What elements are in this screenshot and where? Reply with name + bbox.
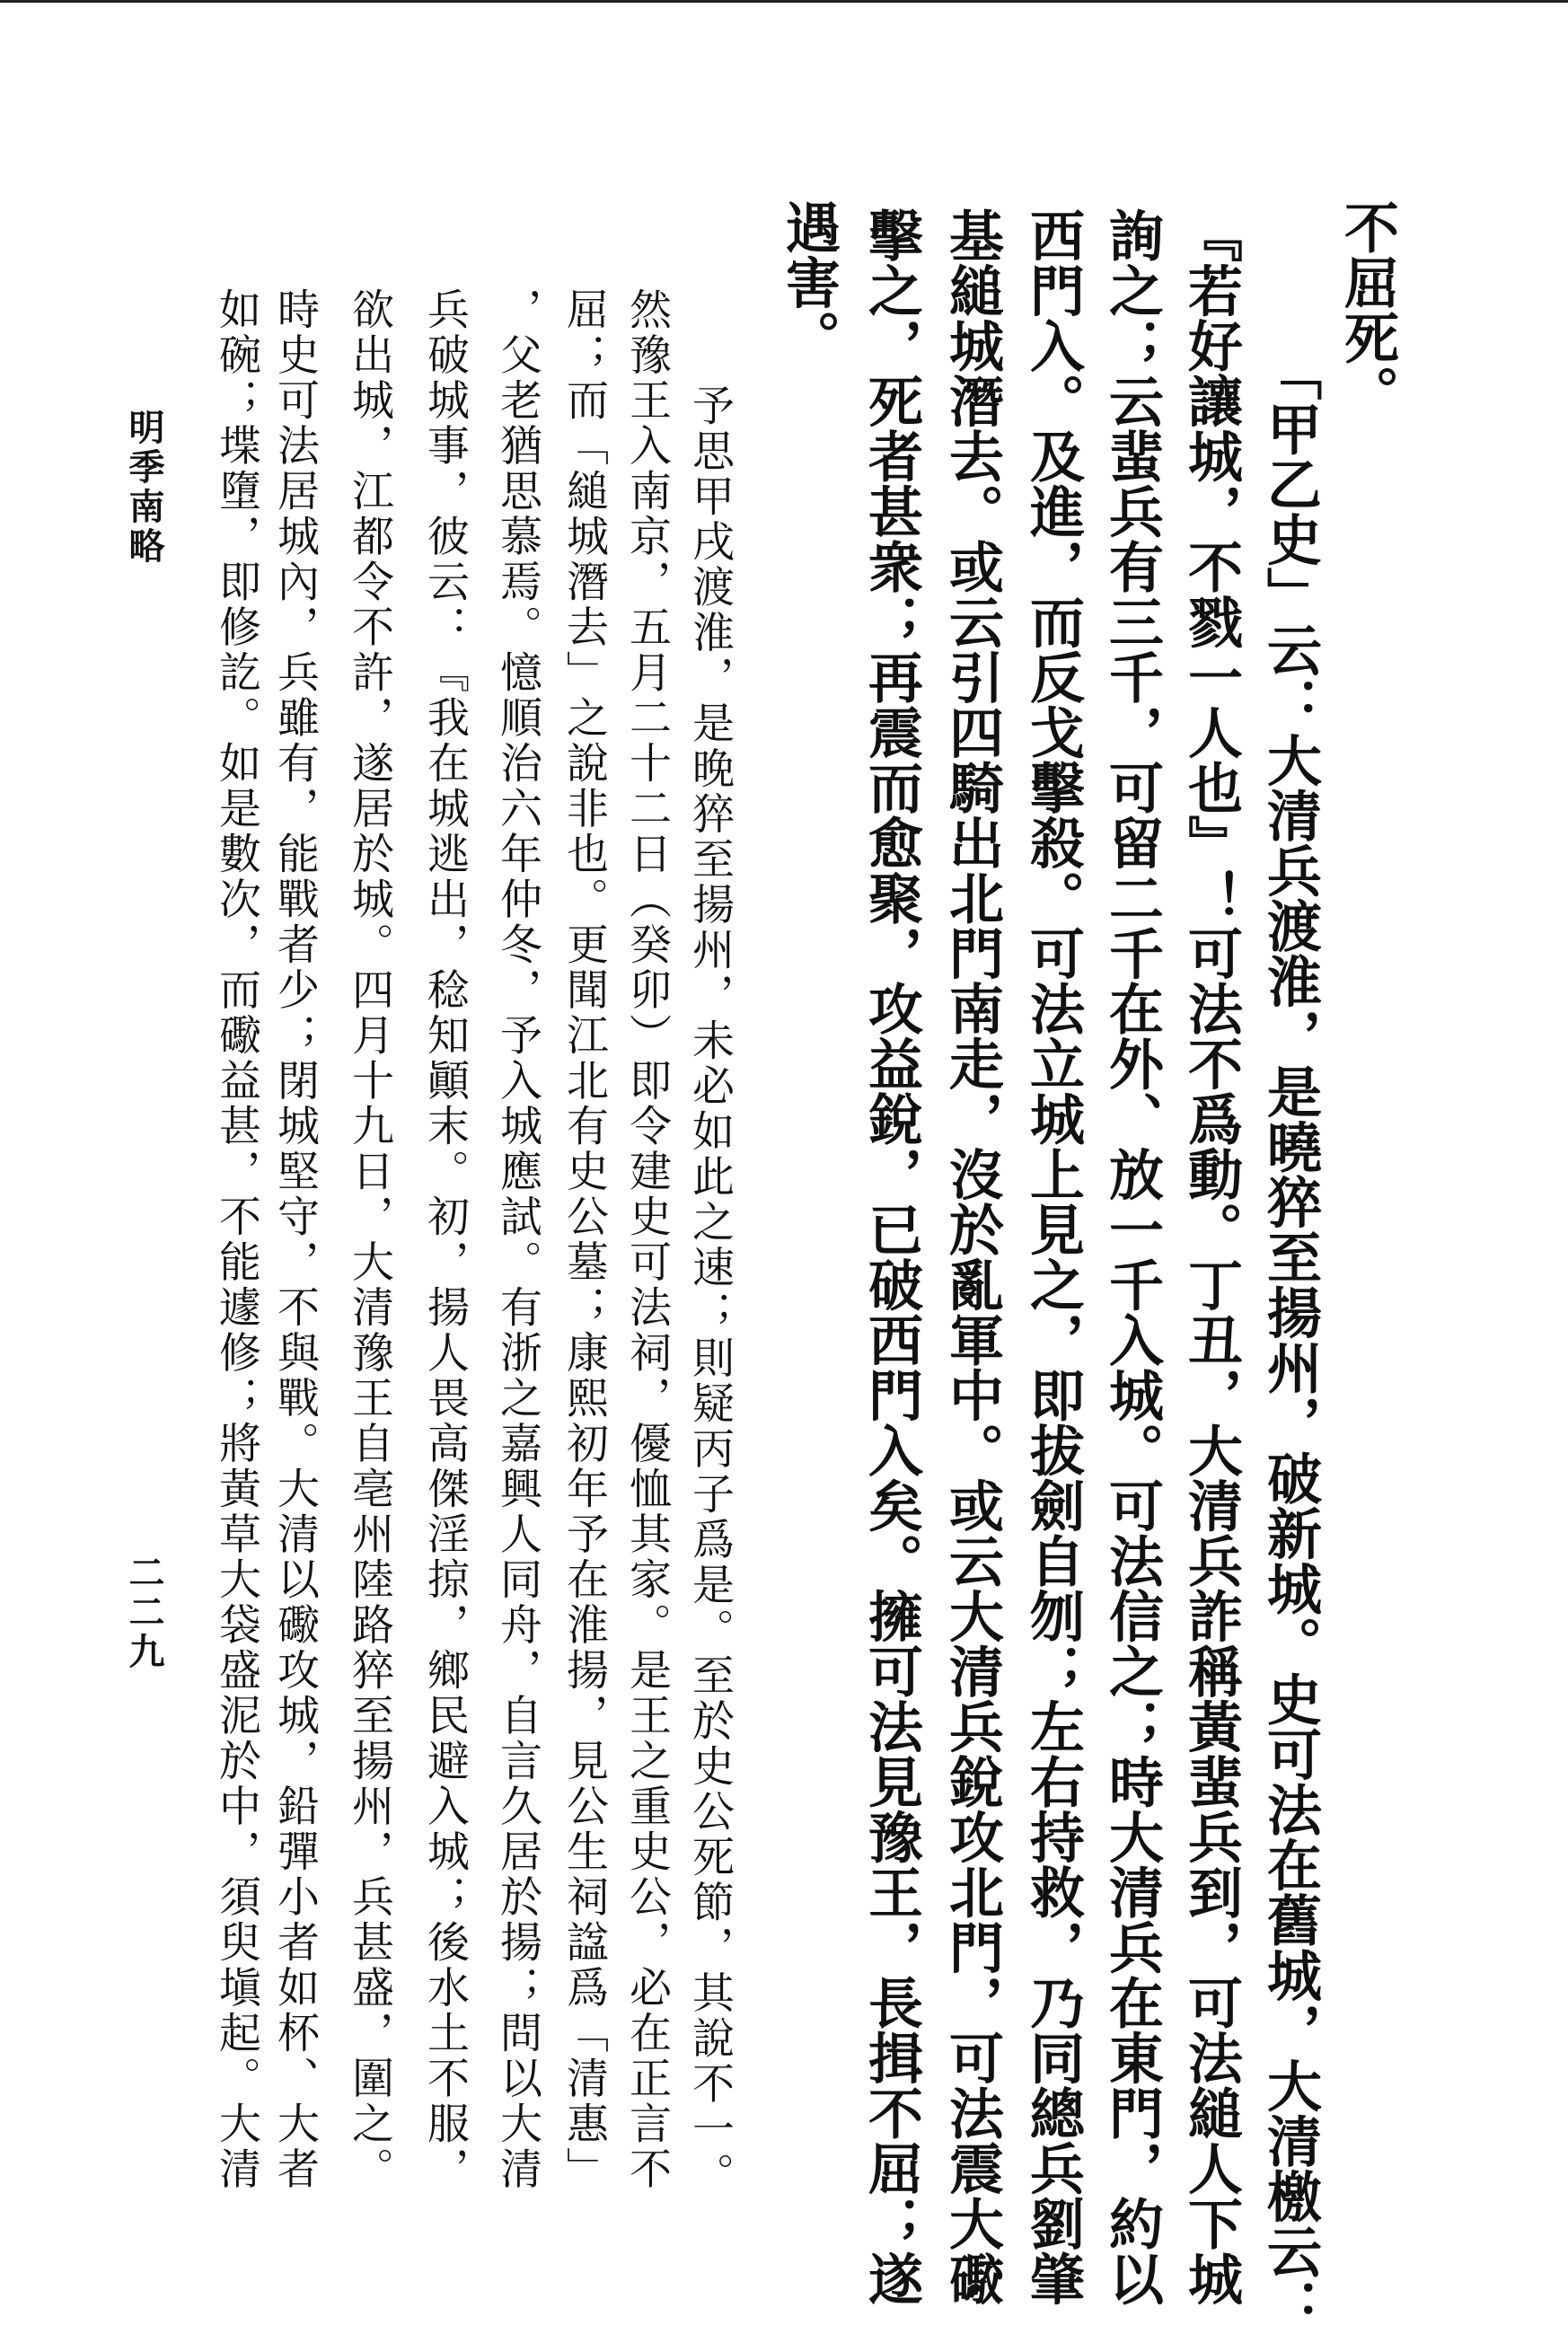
top-border-rule: [0, 0, 1568, 3]
main-text-column-2: 「甲乙史」云：大清兵渡淮，是曉猝至揚州，破新城。史可法在舊城，大清檄云：: [1258, 346, 1322, 2334]
page-number: 二二九: [123, 1554, 165, 1672]
main-text-column-3: 『若好讓城，不戮一人也』！可法不爲動。丁丑，大清兵詐稱黃蜚兵到，可法縋人下城: [1179, 207, 1243, 2306]
note-text-column-6: 欲出城，江都令不許，遂居於城。四月十九日，大清豫王自亳州陸路猝至揚州，兵甚盛，圍之。: [345, 287, 394, 2192]
main-text-column-5: 西門入。及進，而反戈擊殺。可法立城上見之，即拔劍自刎；左右持救，乃同總兵劉肇: [1021, 207, 1085, 2306]
main-text-column-8: 遇害。: [777, 199, 841, 366]
main-text-column-4: 詢之；云蜚兵有三千，可留二千在外、放一千入城。可法信之；時大清兵在東門，約以: [1100, 207, 1164, 2306]
note-text-column-5: 兵破城事，彼云：『我在城逃出，稔知顚末。初，揚人畏高傑淫掠，鄉民避入城；後水土不服，: [420, 287, 470, 2192]
note-text-column-7: 時史可法居城內，兵雖有，能戰者少；閉城堅守，不與戰。大清以礮攻城，鉛彈小者如杯、大者: [270, 287, 320, 2192]
main-text-column-7: 擊之，死者甚衆；再震而愈聚，攻益銳，已破西門入矣。擁可法見豫王，長揖不屈；遂: [859, 207, 923, 2306]
note-text-column-3: 屈；而「縋城潛去」之說非也。更聞江北有史公墓；康熙初年予在淮揚，見公生祠諡爲「清惠」: [559, 287, 609, 2192]
note-text-column-2: 然豫王入南京，五月二十二日（癸卯）即令建史可法祠，優恤其家。是王之重史公，必在正言不: [622, 287, 672, 2192]
note-text-column-8: 如碗；堞墮，即修訖。如是數次，而礮益甚，不能遽修；將黃草大袋盛泥於中，須臾塡起。大清: [212, 287, 261, 2192]
running-header-title: 明季南略: [123, 409, 165, 567]
note-text-column-1: 予思甲戌渡淮，是晚猝至揚州，未必如此之速；則疑丙子爲是。至於史公死節，其說不一。: [685, 383, 735, 2197]
main-text-column-1: 不屈死。: [1335, 199, 1399, 420]
main-text-column-6: 基縋城潛去。或云引四騎出北門南走，沒於亂軍中。或云大清兵銳攻北門，可法震大礮: [940, 207, 1004, 2306]
note-text-column-4: ，父老猶思慕焉。憶順治六年仲冬，予入城應試。有浙之嘉興人同舟，自言久居於揚；問以大清: [493, 287, 542, 2192]
